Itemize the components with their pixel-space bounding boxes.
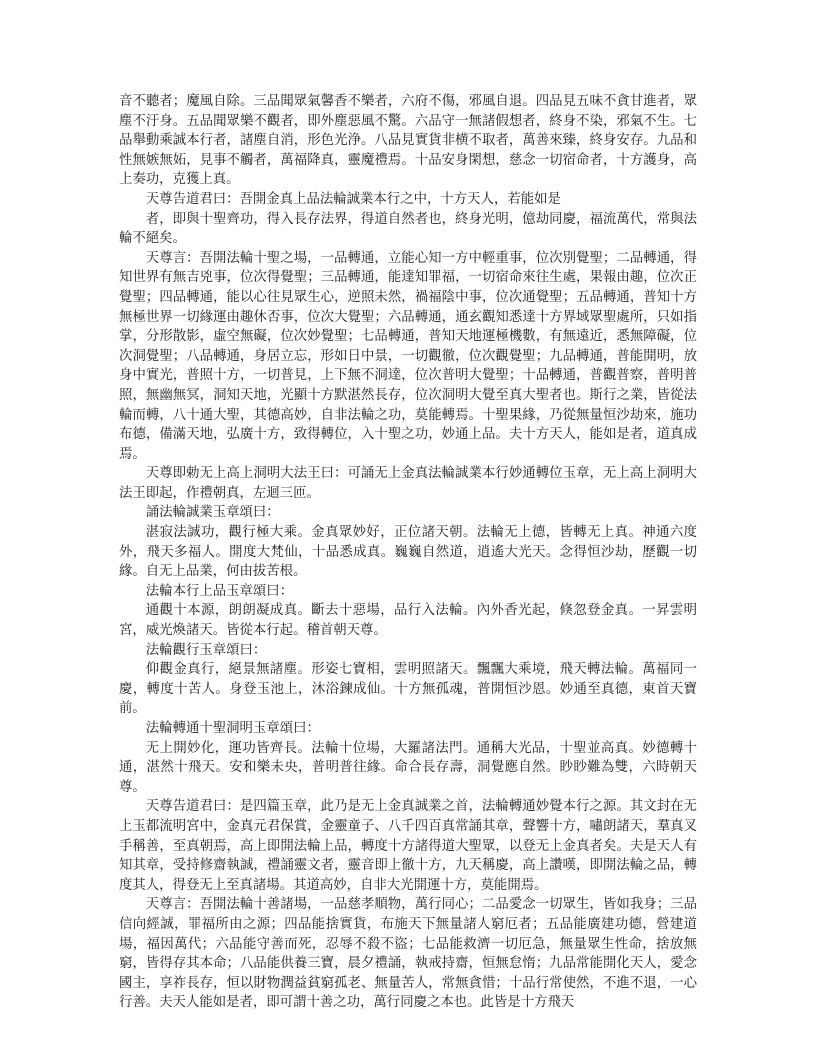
paragraph: 音不聽者；魔風自除。三品聞眾氣馨香不樂者，六府不傷，邪風自退。四品見五味不貪甘進者，眾塵不汙身。五品聞眾樂不觀者，即外塵惡風不驚。六品守一無諸假想者，終身不染，邪氣不生。七品舉動乘誠本行者，諸塵自消，形色光浄。八品見實貨非横不取者，萬善來臻，終身安存。九品和性無嫉無妬，見事不觸者，萬福降真，靈魔禮焉。十品安身閑想，慈念一切宿命者，十方護身，高上奏功，克獲上真。 xyxy=(119,94,697,188)
hymn-heading: 法輪轉通十聖洞明玉章頌曰： xyxy=(145,721,320,736)
scripture-page xyxy=(119,92,697,1013)
paragraph: 天尊即勅无上高上洞明大法王曰：可誦无上金真法輪誠業本行妙通轉位玉章，无上高上洞明大法王即起，作禮朝真，左迴三匝。 xyxy=(119,466,697,501)
paragraph: 天尊言：吾開法輪十聖之場，一品轉通，立能心知一方中輕重事，位次別覺聖；二品轉通，得知世界有無吉兇事，位次得覺聖；三品轉通，能達知罪福，一切宿命來往生處，果報由趣，位次正覺聖；四品轉通，能以心往見眾生心，逆照未然，禍福陰中事，位次通覺聖；五品轉通，普知十方無極世界一切緣運由趣休否事，位次大覺聖；六品轉通，通玄觀知悉達十方界域眾聖處所，只如指掌，分形散影，虛空無礙，位次妙覺聖；七品轉通，普知天地運極機數，有無遠近，悉無障礙，位次洞覺聖；八品轉通，身居立忘，形如日中景，一切觀徹，位次觀覺聖；九品轉通，普能開明，放身中實光，普照十方，一切普見，上下無不洞達，位次普明大覺聖；十品轉通，普觀普察，普明普照，無幽無冥，洞知天地，光顯十方默湛然長存，位次洞明大覺至真大聖者也。斯行之業，皆從法輪而轉，八十通大聖，其德高妙，自非法輪之功，莫能轉焉。十聖果緣，乃從無量恒沙劫來，施功布德，備滿天地，弘廣十方，致得轉位，入十聖之功，妙通上品。夫十方天人，能如是者，道真成焉。 xyxy=(119,250,697,462)
paragraph: 天尊告道君曰：是四篇玉章，此乃是无上金真誠業之首，法輪轉通妙覺本行之源。其文封在无上玉都流明宮中，金真元君保賞，金靈童子、八千四百真常誦其章，聲響十方，嘯朗諸天，羣真叉手稱善，至真朝焉，高上即開法輪上品，轉度十方諸得道大聖眾，以登无上金真者矣。夫是天人有知其章，受持修齋執誠，禮誦靈文者，靈音即上徹十方，九天稱慶，高上讚嘆，即開法輪之品，轉度其人，得登无上至真諸場。其道高妙，自非大光開運十方，莫能開焉。 xyxy=(119,799,697,893)
hymn-verse: 仰觀金真行，絕景無諸塵。形姿七寶相，雲明照諸天。飄飄大乘境，飛天轉法輪。萬福同一慶，轉度十苦人。身登玉池上，沐浴鍊成仙。十方無孤魂，普開恒沙恩。妙通至真德，東首天寶前。 xyxy=(119,662,697,717)
paragraph: 天尊言：吾開法輪十善諸場，一品慈孝順物，萬行同心；二品愛念一切眾生，皆如我身；三品信向經誠，罪福所由之源；四品能捨實貨，布施天下無量諸人窮厄者；五品能廣建功德，營建道場，福因萬代；六品能守善而死，忍辱不殺不盜；七品能救濟一切厄急，無量眾生性命，捨放無窮，皆得存其本命；八品能供養三寶，晨夕禮誦，執戒持齋，恒無怠惰；九品常能開化天人，愛念國主，享祚長存，恒以財物潤益貧窮孤老、無量苦人，常無貪惜；十品行常使然，不進不退，一心行善。夫天人能如是者，即可謂十善之功，萬行同慶之本也。此皆是十方飛天 xyxy=(119,897,697,1011)
hymn-heading: 誦法輪誠業玉章頌曰： xyxy=(145,505,280,521)
hymn-verse: 无上開妙化，運功皆齊長。法輪十位場，大羅諸法門。通稱大光品，十聖並高真。妙德轉十通，湛然十飛天。安和樂未央，普明普往緣。命合長存壽，洞覺應自然。眇眇難為雙，六時朝天尊。 xyxy=(119,740,697,795)
hymn-verse: 通觀十本源，朗朗凝成真。斷去十惡場，品行入法輪。內外香光起，倏忽登金真。一昇雲明宮，威光煥諸天。皆從本行起。稽首朝天尊。 xyxy=(119,603,697,639)
hymn-heading: 法輪本行上品玉章頌曰： xyxy=(145,583,294,599)
hymn-verse: 湛寂法誠功，觀行極大乘。金真眾妙好，正位諸天朝。法輪无上德，皆轉无上真。神通六度外，飛天多福人。開度大梵仙，十品悉成真。巍巍自然道，逍遙大光天。念得恒沙劫，歷觀一切緣。自无上品業，何由拔苦根。 xyxy=(119,525,697,580)
hymn-heading: 法輪觀行玉章頌曰： xyxy=(145,642,267,658)
paragraph: 天尊告道君曰：吾開金真上品法輪誠業本行之中，十方天人，若能如是 xyxy=(145,191,561,207)
paragraph: 者，即與十聖齊功，得入長存法界，得道自然者也，終身光明，億劫同慶，福流萬代，常與法輪不絕矣。 xyxy=(119,211,697,247)
